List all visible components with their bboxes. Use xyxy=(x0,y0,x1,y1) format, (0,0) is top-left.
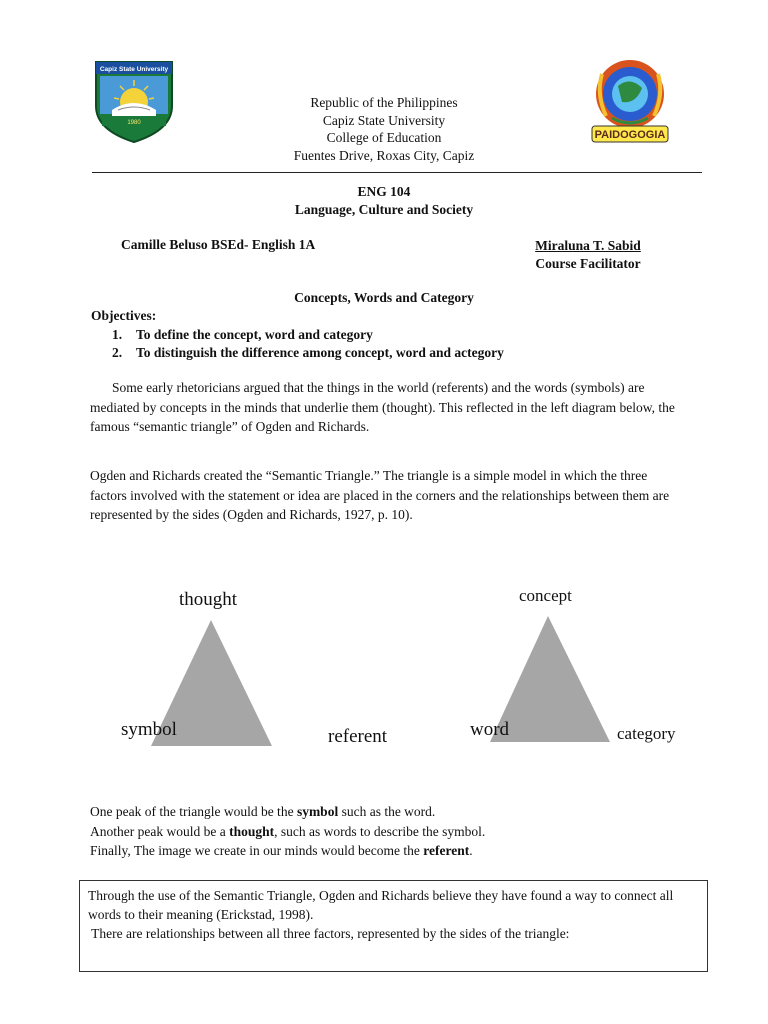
triangle-paragraph: Ogden and Richards created the “Semantic Triangle.” The triangle is a simple model in which the three factors involved with the statement or idea are placed in the corners and the relationships between them are represented by the sides (Ogden and Richards, 1927, p. 10). xyxy=(90,468,670,522)
facilitator-role: Course Facilitator xyxy=(535,256,641,271)
header-divider xyxy=(92,172,702,173)
lesson-title: Concepts, Words and Category xyxy=(294,290,474,305)
explanation-line: Finally, The image we create in our minds would become the referent. xyxy=(90,843,473,858)
header-university: Capiz State University xyxy=(322,112,446,128)
paidogogia-logo-text: PAIDOGOGIA xyxy=(594,129,666,141)
facilitator-block xyxy=(520,237,656,273)
label-word: word xyxy=(470,719,510,740)
label-concept: concept xyxy=(519,586,572,605)
explanation-line: Another peak would be a thought, such as words to describe the symbol. xyxy=(90,823,486,839)
capsu-logo-text: Capiz State University xyxy=(99,66,169,73)
triangle-explanation xyxy=(90,802,485,861)
course-code: ENG 104 xyxy=(357,184,411,199)
label-referent: referent xyxy=(328,726,388,747)
summary-text: Through the use of the Semantic Triangle, Ogden and Richards believe they have found a way to connect all words to their meaning (Erickstad, 1998). xyxy=(88,888,674,922)
course-name: Language, Culture and Society xyxy=(294,202,474,217)
course-block xyxy=(0,183,768,219)
header-location: Fuentes Drive, Roxas City, Capiz xyxy=(293,147,475,163)
objective-number: 2. xyxy=(112,345,123,360)
header-college: College of Education xyxy=(326,130,442,145)
label-symbol: symbol xyxy=(121,719,177,740)
student-name: Camille Beluso BSEd- English 1A xyxy=(121,237,316,252)
objective-item xyxy=(112,326,504,344)
header-country: Republic of the Philippines xyxy=(310,95,458,110)
objective-text: To define the concept, word and category xyxy=(136,327,373,342)
summary-text: There are relationships between all three factors, represented by the sides of the triangle: xyxy=(88,926,570,941)
objectives-list xyxy=(112,326,504,362)
facilitator-name: Miraluna T. Sabid xyxy=(535,238,641,253)
objective-number: 1. xyxy=(112,327,123,342)
objectives-heading: Objectives: xyxy=(91,308,157,323)
label-thought: thought xyxy=(179,589,238,610)
intro-paragraph: Some early rhetoricians argued that the things in the world (referents) and the words (symbols) are mediated by concepts in the minds that underlie them (thought). This reflected in the left diagram below, the famous “semantic triangle” of Ogden and Richards. xyxy=(90,380,675,434)
summary-box xyxy=(79,880,708,972)
label-category: category xyxy=(617,724,676,743)
objective-text: To distinguish the difference among concept, word and actegory xyxy=(136,345,504,360)
objective-item xyxy=(112,344,504,362)
explanation-line: One peak of the triangle would be the symbol such as the word. xyxy=(90,804,436,819)
header-address xyxy=(0,94,768,164)
capsu-logo-year: 1980 xyxy=(127,120,141,126)
